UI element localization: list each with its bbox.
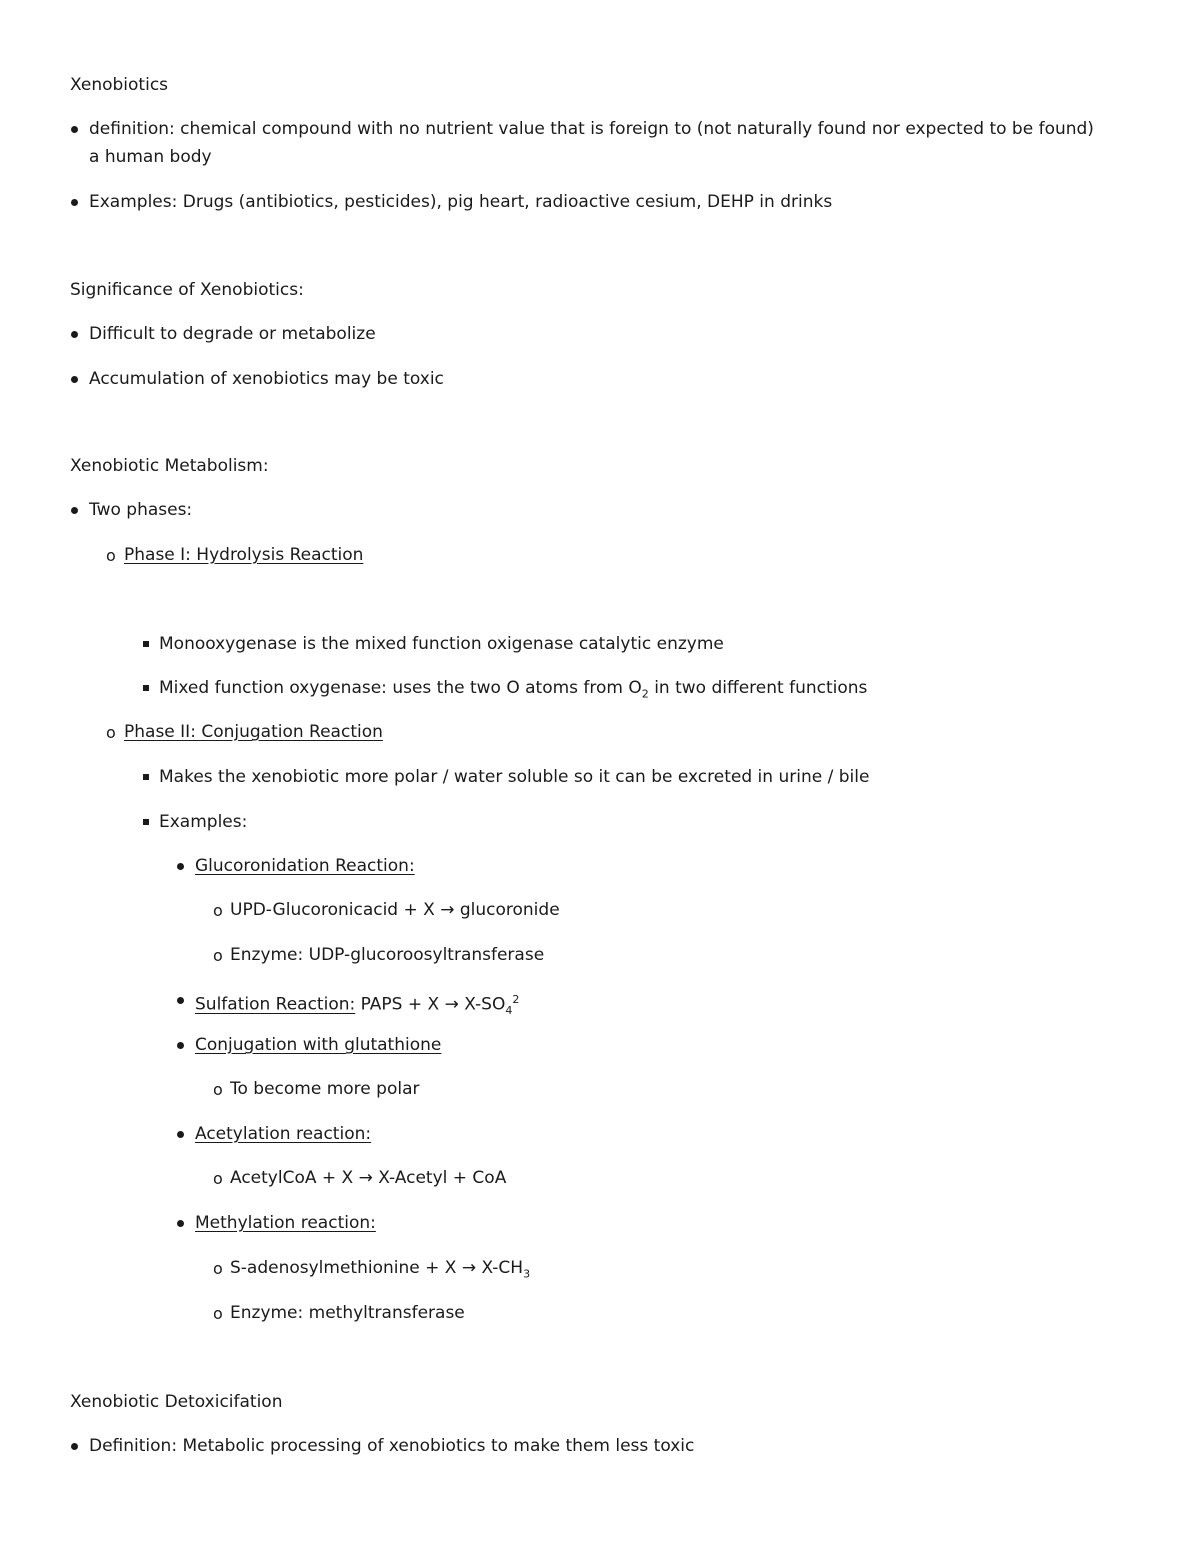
examples-text: Examples: Drugs (antibiotics, pesticides), pig heart, radioactive cesium, DEHP in drinks [89, 192, 833, 212]
glutathione-title: Conjugation with glutathione [195, 1035, 442, 1055]
acetylation-equation: AcetylCoA + X → X-Acetyl + CoA [230, 1168, 507, 1188]
methylation-equation [230, 1257, 530, 1285]
detox-definition: Definition: Metabolic processing of xenobiotics to make them less toxic [89, 1436, 695, 1456]
sulfation-title: Sulfation Reaction: [195, 994, 356, 1015]
phase2-item: Examples: [159, 812, 248, 832]
heading-detoxification: Xenobiotic Detoxicifation [70, 1392, 283, 1412]
phase1-item [159, 677, 867, 705]
significance-item: Accumulation of xenobiotics may be toxic [89, 369, 444, 389]
phase1-title: Phase I: Hydrolysis Reaction [124, 545, 364, 565]
phase1-item: Monooxygenase is the mixed function oxigenase catalytic enzyme [159, 634, 724, 654]
glutathione-note: To become more polar [230, 1079, 420, 1099]
bullet [177, 1042, 184, 1049]
methylation-title: Methylation reaction: [195, 1213, 376, 1233]
bullet-circle: o [213, 946, 223, 965]
bullet-square [143, 774, 149, 780]
phase2-item: Makes the xenobiotic more polar / water soluble so it can be excreted in urine / bile [159, 767, 870, 787]
phase1-item2-text-end: in two different functions [648, 678, 868, 698]
methylation-equation-text: S-adenosylmethionine + X → X-CH [230, 1258, 524, 1278]
significance-item: Difficult to degrade or metabolize [89, 324, 376, 344]
glucoronidation-equation: UPD-Glucoronicacid + X → glucoronide [230, 900, 560, 920]
sulfation-line [195, 989, 519, 1022]
bullet-circle: o [213, 1169, 223, 1188]
acetylation-title: Acetylation reaction: [195, 1124, 372, 1144]
bullet-circle: o [213, 901, 223, 920]
bullet-circle: o [106, 546, 116, 565]
bullet-circle: o [106, 723, 116, 742]
bullet [71, 507, 78, 514]
bullet-circle: o [213, 1304, 223, 1323]
heading-significance: Significance of Xenobiotics: [70, 280, 304, 300]
bullet [71, 199, 78, 206]
two-phases-text: Two phases: [89, 500, 193, 520]
heading-metabolism: Xenobiotic Metabolism: [70, 456, 269, 476]
bullet-square [143, 641, 149, 647]
bullet [177, 997, 184, 1004]
subscript: 2 [641, 687, 649, 701]
bullet-square [143, 685, 149, 691]
bullet [71, 1443, 78, 1450]
glucoronidation-enzyme: Enzyme: UDP-glucoroosyltransferase [230, 945, 545, 965]
bullet-circle: o [213, 1259, 223, 1278]
heading-xenobiotics: Xenobiotics [70, 75, 169, 95]
phase2-title: Phase II: Conjugation Reaction [124, 722, 383, 742]
bullet [71, 126, 78, 133]
definition-text: definition: chemical compound with no nutrient value that is foreign to (not naturally found nor expected to be found) [89, 119, 1094, 139]
methylation-enzyme: Enzyme: methyltransferase [230, 1303, 465, 1323]
bullet [177, 863, 184, 870]
bullet [71, 376, 78, 383]
glucoronidation-title: Glucoronidation Reaction: [195, 856, 415, 876]
superscript: 2 [512, 993, 520, 1006]
bullet [177, 1131, 184, 1138]
definition-text-cont: a human body [89, 147, 212, 167]
subscript: 4 [505, 1004, 513, 1018]
bullet-square [143, 819, 149, 825]
sulfation-equation: PAPS + X → X-SO [355, 994, 506, 1015]
subscript: 3 [523, 1267, 531, 1281]
bullet-circle: o [213, 1080, 223, 1099]
bullet [177, 1220, 184, 1227]
bullet [71, 331, 78, 338]
phase1-item2-text: Mixed function oxygenase: uses the two O atoms from O [159, 678, 642, 698]
